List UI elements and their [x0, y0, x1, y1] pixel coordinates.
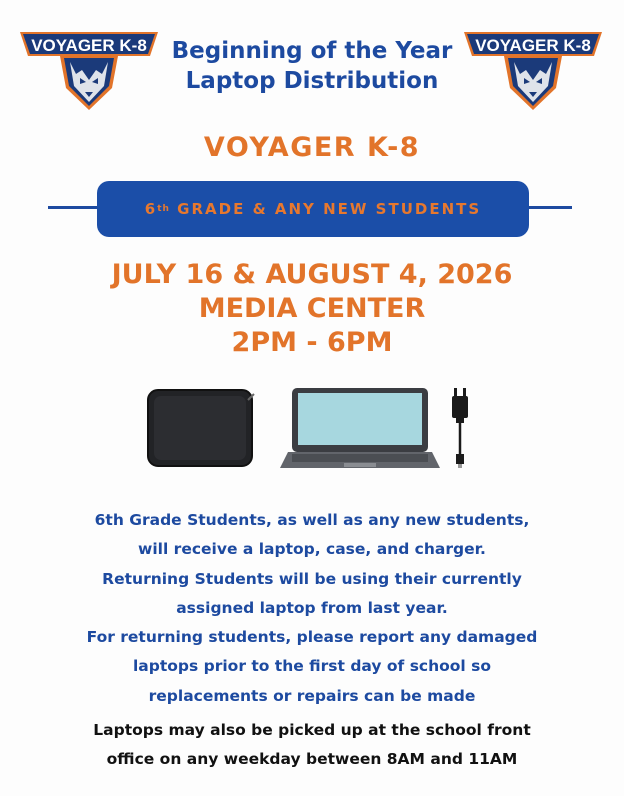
info-line: 6th Grade Students, as well as any new students, — [94, 511, 530, 529]
info-line: For returning students, please report any damaged — [86, 628, 538, 647]
voyager-logo-left — [20, 26, 158, 112]
grade-number: 6 — [144, 200, 158, 218]
pickup-note — [20, 716, 604, 774]
info-line: laptops prior to the first day of school so — [132, 657, 492, 676]
event-dates: JULY 16 & AUGUST 4, 2026 — [111, 259, 513, 290]
devices-illustration — [140, 384, 484, 474]
info-line: assigned laptop from last year. — [176, 598, 448, 617]
distribution-info — [30, 506, 594, 711]
info-line: Returning Students will be using their currently — [102, 569, 522, 588]
info-line: will receive a laptop, case, and charger. — [138, 540, 486, 559]
laptop-case-icon — [148, 390, 254, 466]
event-details — [0, 258, 624, 360]
grade-suffix: th — [157, 204, 170, 214]
page-title — [150, 36, 474, 96]
footer-line: Laptops may also be picked up at the school front — [93, 721, 531, 739]
event-time: 2PM - 6PM — [231, 327, 393, 358]
banner-text: GRADE & ANY NEW STUDENTS — [169, 200, 482, 218]
voyager-logo-right — [464, 26, 602, 112]
info-line: replacements or repairs can be made — [148, 686, 476, 705]
logo-text: VOYAGER K-8 — [475, 36, 591, 55]
school-name: VOYAGER K-8 — [203, 132, 421, 163]
laptop-icon — [280, 388, 440, 468]
footer-line: office on any weekday between 8AM and 11AM — [106, 750, 518, 768]
title-line-2: Laptop Distribution — [185, 68, 439, 94]
title-line-1: Beginning of the Year — [171, 38, 453, 64]
event-location: MEDIA CENTER — [198, 293, 426, 324]
logo-text: VOYAGER K-8 — [31, 36, 147, 55]
charger-icon — [452, 388, 468, 468]
audience-banner — [97, 181, 529, 237]
